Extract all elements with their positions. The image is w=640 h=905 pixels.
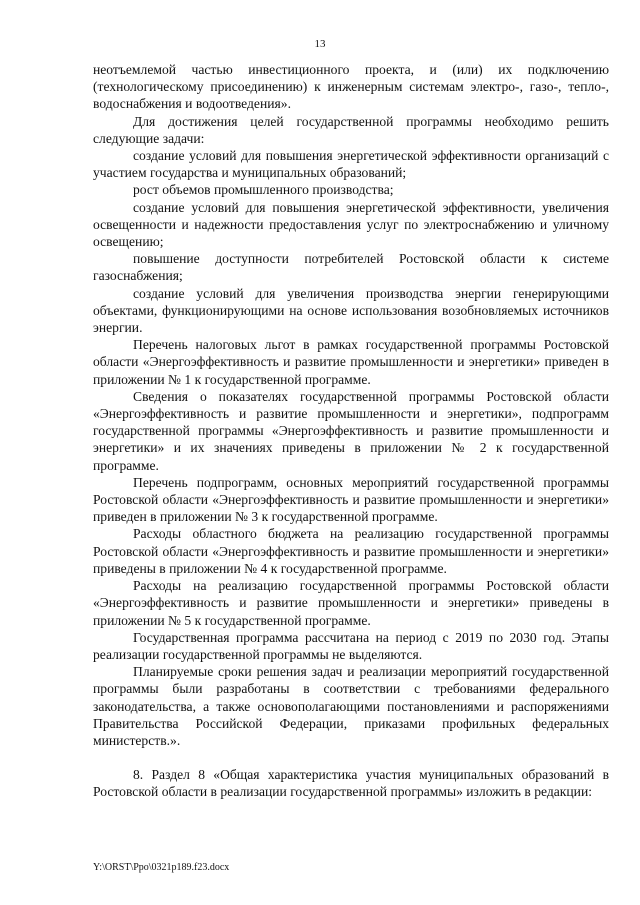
- paragraph: Перечень подпрограмм, основных мероприятий государственной программы Ростовской области «Энергоэффективность и развитие промышленности и энергетики» приведен в приложении № 3 к государственной программе.: [93, 474, 609, 525]
- paragraph: Сведения о показателях государственной программы Ростовской области «Энергоэффективность и развитие промышленности и энергетики», подпрограмм государственной программы «Энергоэффективность и развитие промышленности и энергетики» и их значениях приведены в приложении № 2 к государственной программе.: [93, 388, 609, 473]
- paragraph: создание условий для повышения энергетической эффективности, увеличения освещенности и надежности предоставления услуг по электроснабжению и уличному освещению;: [93, 199, 609, 250]
- paragraph: рост объемов промышленного производства;: [133, 182, 394, 198]
- section-paragraph: 8. Раздел 8 «Общая характеристика участия муниципальных образований в Ростовской области в реализации государственной программы» изложить в редакции:: [93, 767, 609, 800]
- paragraph: Государственная программа рассчитана на период с 2019 по 2030 год. Этапы реализации государственной программы не выделяются.: [93, 629, 609, 662]
- document-body: [93, 61, 609, 801]
- paragraph: повышение доступности потребителей Ростовской области к системе газоснабжения;: [93, 251, 609, 284]
- paragraph: создание условий для повышения энергетической эффективности организаций с участием государства и муниципальных образований;: [93, 148, 609, 181]
- paragraph: Перечень налоговых льгот в рамках государственной программы Ростовской области «Энергоэффективность и развитие промышленности и энергетики» приведен в приложении № 1 к государственной программе.: [93, 337, 609, 387]
- paragraph: Для достижения целей государственной программы необходимо решить следующие задачи:: [93, 113, 609, 146]
- paragraph: неотъемлемой частью инвестиционного проекта, и (или) их подключению (технологическому присоединению) к инженерным системам электро-, газо-, тепло-, водоснабжения и водоотведения».: [93, 62, 609, 112]
- paragraph: создание условий для увеличения производства энергии генерирующими объектами, функционирующими на основе использования возобновляемых источников энергии.: [93, 285, 609, 336]
- paragraph: Расходы на реализацию государственной программы Ростовской области «Энергоэффективность и развитие промышленности и энергетики» приведены в приложении № 5 к государственной программе.: [93, 578, 609, 628]
- paragraph: Планируемые сроки решения задач и реализации мероприятий государственной программы были разработаны в соответствии с требованиями федерального законодательства, а также основополагающими постановлениями и распоряжениями Правительства Российской Федерации, приказами профильных федеральных министерств.».: [93, 664, 609, 748]
- file-path-footer: Y:\ORST\Ppo\0321p189.f23.docx: [93, 862, 230, 873]
- page-number: 13: [314, 38, 326, 50]
- paragraph: Расходы областного бюджета на реализацию государственной программы Ростовской области «Энергоэффективность и развитие промышленности и энергетики» приведены в приложении № 4 к государственной программе.: [93, 526, 609, 576]
